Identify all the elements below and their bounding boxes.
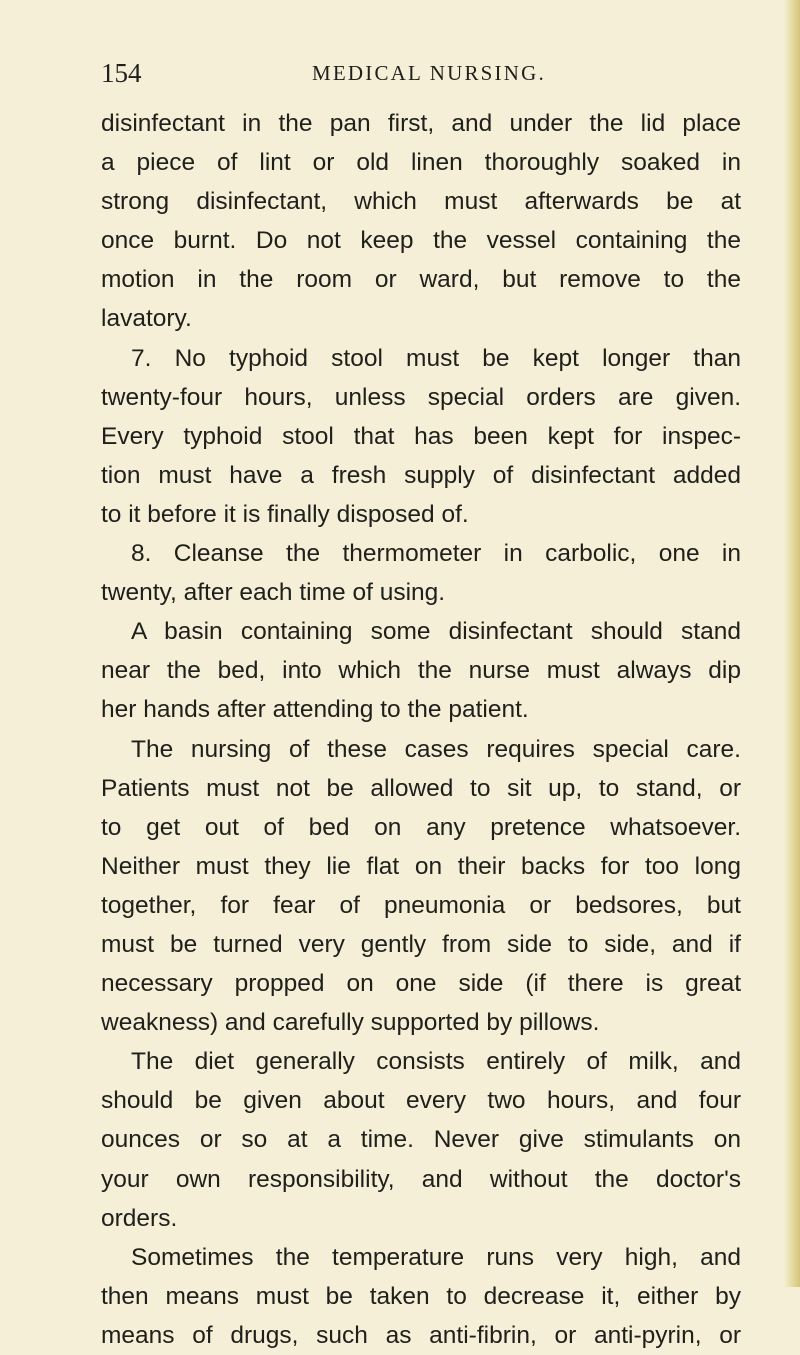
text-line: twenty-four hours, unless special orders are given. bbox=[101, 383, 741, 411]
text-line: weakness) and carefully supported by pillows. bbox=[101, 1009, 600, 1037]
page-header bbox=[101, 56, 741, 90]
text-line: her hands after attending to the patient. bbox=[101, 696, 529, 724]
text-line: Neither must they lie flat on their backs for too long bbox=[101, 852, 741, 880]
text-line: once burnt. Do not keep the vessel containing the bbox=[101, 227, 741, 255]
body-text bbox=[101, 104, 741, 1355]
text-line: Every typhoid stool that has been kept for inspec- bbox=[101, 422, 741, 450]
text-line: then means must be taken to decrease it, either by bbox=[101, 1282, 741, 1310]
text-line: near the bed, into which the nurse must always dip bbox=[101, 657, 741, 685]
text-line: strong disinfectant, which must afterwards be at bbox=[101, 188, 741, 216]
text-line: your own responsibility, and without the doctor's bbox=[101, 1165, 741, 1193]
text-line: The diet generally consists entirely of milk, and bbox=[131, 1048, 741, 1076]
running-head: MEDICAL NURSING. bbox=[312, 61, 546, 85]
text-line: 8. Cleanse the thermometer in carbolic, one in bbox=[131, 540, 741, 568]
text-line: orders. bbox=[101, 1204, 178, 1232]
text-line: A basin containing some disinfectant should stand bbox=[131, 618, 741, 646]
text-line: means of drugs, such as anti-fibrin, or anti-pyrin, or bbox=[101, 1321, 741, 1349]
text-line: must be turned very gently from side to side, and if bbox=[101, 930, 741, 958]
text-line: tion must have a fresh supply of disinfectant added bbox=[101, 461, 741, 489]
text-line: to it before it is finally disposed of. bbox=[101, 500, 469, 528]
text-line: Patients must not be allowed to sit up, to stand, or bbox=[101, 774, 741, 802]
text-line: to get out of bed on any pretence whatsoever. bbox=[101, 813, 741, 841]
page-number: 154 bbox=[101, 58, 142, 88]
text-line: lavatory. bbox=[101, 305, 192, 333]
text-line: twenty, after each time of using. bbox=[101, 579, 446, 607]
text-line: disinfectant in the pan first, and under the lid place bbox=[101, 110, 741, 137]
text-line: necessary propped on one side (if there is great bbox=[101, 970, 741, 998]
text-line: ounces or so at a time. Never give stimulants on bbox=[101, 1126, 741, 1154]
text-line: The nursing of these cases requires special care. bbox=[131, 735, 741, 763]
text-line: Sometimes the temperature runs very high, and bbox=[131, 1243, 741, 1271]
text-line: should be given about every two hours, and four bbox=[101, 1087, 741, 1115]
text-line: a piece of lint or old linen thoroughly soaked in bbox=[101, 149, 741, 177]
text-line: together, for fear of pneumonia or bedsores, but bbox=[101, 891, 741, 919]
text-line: motion in the room or ward, but remove to the bbox=[101, 266, 741, 294]
text-line: 7. No typhoid stool must be kept longer than bbox=[131, 344, 741, 372]
page-edge-shadow bbox=[784, 0, 800, 1287]
